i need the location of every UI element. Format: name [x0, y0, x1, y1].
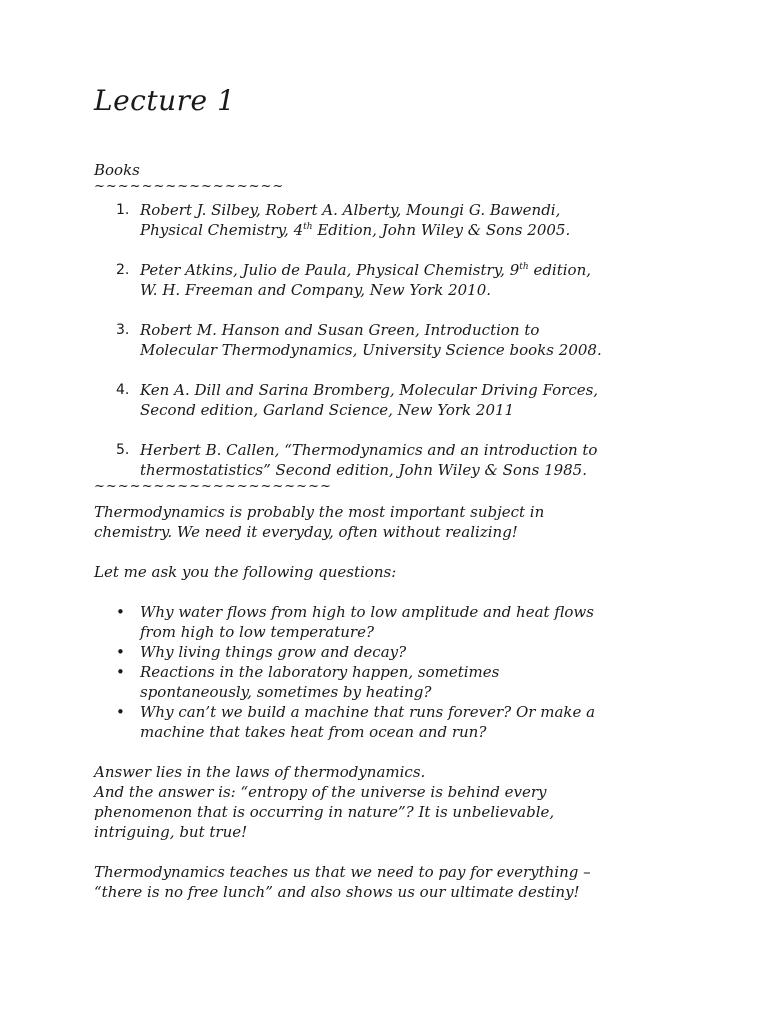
- page-title: Lecture 1: [94, 84, 236, 117]
- tilde-divider: ~~~~~~~~~~~~~~~~: [94, 179, 285, 194]
- question-list: [94, 602, 694, 742]
- question-item: • Why living things grow and decay?: [116, 643, 407, 661]
- intro-paragraph: Thermodynamics is probably the most important subject in chemistry. We need it everyday, often without realizing!: [94, 503, 545, 541]
- questions-lead: Let me ask you the following questions:: [94, 563, 397, 581]
- question-item: • Why can’t we build a machine that runs forever? Or make a machine that takes heat from ocean and run?: [116, 703, 596, 741]
- question-item: • Reactions in the laboratory happen, sometimes spontaneously, sometimes by heating?: [116, 663, 500, 701]
- body-text: [94, 502, 694, 902]
- book-item: 5. Herbert B. Callen, “Thermodynamics and an introduction to thermostatistics” Second edition, John Wiley & Sons 1985.: [116, 441, 598, 479]
- question-item: • Why water flows from high to low amplitude and heat flows from high to low temperature?: [116, 603, 594, 641]
- books-heading: Books: [94, 161, 140, 179]
- book-item: 1. Robert J. Silbey, Robert A. Alberty, Moungi G. Bawendi, Physical Chemistry, 4th Edition, John Wiley & Sons 2005.: [116, 201, 571, 239]
- books-section: [94, 160, 694, 494]
- answer-paragraph: Answer lies in the laws of thermodynamics. And the answer is: “entropy of the universe is behind every phenomenon that is occurring in nature”? It is unbelievable, intriguing, but true!: [94, 763, 555, 841]
- closing-paragraph: Thermodynamics teaches us that we need to pay for everything – “there is no free lunch” and also shows us our ultimate destiny!: [94, 863, 591, 901]
- book-item: 2. Peter Atkins, Julio de Paula, Physical Chemistry, 9th edition, W. H. Freeman and Company, New York 2010.: [116, 261, 592, 299]
- book-item: 3. Robert M. Hanson and Susan Green, Introduction to Molecular Thermodynamics, University Science books 2008.: [116, 321, 602, 359]
- book-list: [94, 200, 694, 480]
- tilde-divider: ~~~~~~~~~~~~~~~~~~~~: [94, 479, 332, 494]
- book-item: 4. Ken A. Dill and Sarina Bromberg, Molecular Driving Forces, Second edition, Garland Science, New York 2011: [116, 381, 599, 419]
